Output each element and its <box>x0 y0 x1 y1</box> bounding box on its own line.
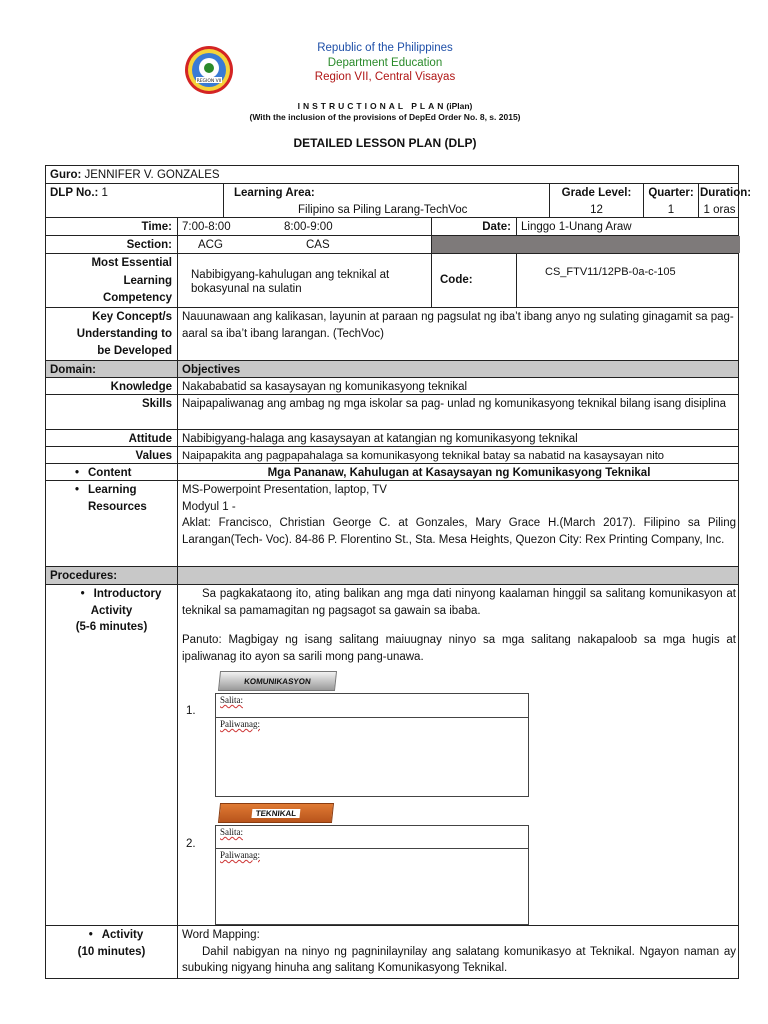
key-concept-label: Key Concept/s Understanding to be Developed <box>76 311 172 357</box>
grade-level-value: 12 <box>590 203 603 216</box>
content-row <box>45 463 739 480</box>
activity-text: Dahil nabigyan na ninyo ng pagninilaynilay ang salatang komunikasyo at Teknikal. Ngayon naman ay subuking nigyang hinuha ang salitang Komunikasyong Teknikal. <box>182 945 736 974</box>
knowledge-label: Knowledge <box>110 381 172 393</box>
key-concept-value: Nauunawaan ang kalikasan, layunin at paraan ng pagsulat ng iba’t ibang anyo ng sulating ginagamit sa pag-aaral sa iba’t ibang larangan. (TechVoc) <box>177 308 740 360</box>
iplan-text: (iPlan) <box>446 101 473 111</box>
objectives-label: Objectives <box>177 361 740 377</box>
duration-label: Duration: <box>700 187 752 199</box>
competency-row <box>45 253 739 307</box>
section-label: Section: <box>126 239 172 251</box>
activity-title: Word Mapping: <box>182 929 260 941</box>
competency-label: Most Essential Learning Competency <box>91 257 172 304</box>
duration-value: 1 oras <box>703 203 736 216</box>
letterhead <box>0 0 768 160</box>
code-value: CS_FTV11/12PB-0a-c-105 <box>516 254 740 307</box>
grade-level-label: Grade Level: <box>561 187 632 199</box>
section-1: ACG <box>198 239 223 251</box>
content-value: Mga Pananaw, Kahulugan at Kasaysayan ng Komunikasyong Teknikal <box>177 464 740 480</box>
attitude-value: Nabibigyang-halaga ang kasaysayan at katangian ng komunikasyong teknikal <box>177 430 740 446</box>
time-row <box>45 217 739 235</box>
resource-item: MS-Powerpoint Presentation, laptop, TV <box>182 484 387 496</box>
quarter-value: 1 <box>667 203 675 216</box>
panuto-text: Panuto: Magbigay ng isang salitang maiuugnay ninyo sa mga salitang nakapaloob sa mga hugis at ipaliwanag ito ayon sa sarili mong pang-unawa. <box>182 634 736 663</box>
resource-item: Aklat: Francisco, Christian George C. at Gonzales, Mary Grace H.(March 2017). Filipino sa Piling Larangan(Tech- Voc). 84-86 P. Florentino St., Sta. Mesa Heights, Quezon City: Rex Printing Company, Inc. <box>182 517 736 546</box>
bullet-icon: • <box>74 467 80 479</box>
time-slot-1: 7:00-8:00 <box>182 221 231 233</box>
procedures-label: Procedures: <box>50 570 118 582</box>
learning-area-label: Learning Area: <box>234 187 315 199</box>
time-label: Time: <box>141 221 172 233</box>
skills-value: Naipapaliwanag ang ambag ng mga iskolar sa pag- unlad ng komunikasyong teknikal bilang isang disiplina <box>177 395 740 429</box>
attitude-row <box>45 429 739 446</box>
skills-label: Skills <box>141 398 172 410</box>
dlp-number: 1 <box>101 187 108 199</box>
republic-text: Republic of the Philippines <box>317 42 453 54</box>
resources-label: • Learning Resources <box>46 481 177 566</box>
date-label: Date: <box>431 218 516 235</box>
learning-area-value: Filipino sa Piling Larang-TechVoc <box>298 203 468 216</box>
section-row <box>45 235 739 253</box>
key-concept-row <box>45 307 739 360</box>
activity-row <box>45 925 739 979</box>
resources-row <box>45 480 739 566</box>
intro-text: Sa pagkakataong ito, ating balikan ang mga dati ninyong kaalaman hinggil sa salitang komunikasyon at teknikal sa pamamagitan ng pagsagot sa gawain sa ibaba. <box>182 588 736 617</box>
introductory-label: • Introductory Activity (5-6 minutes) <box>46 585 177 925</box>
activity-label: • Activity (10 minutes) <box>77 929 146 958</box>
procedures-header-row <box>45 566 739 584</box>
region-text: Region VII, Central Visayas <box>314 71 456 83</box>
department-text: Department Education <box>327 56 443 69</box>
instructional-plan-text: INSTRUCTIONAL PLAN <box>297 101 447 111</box>
date-value: Linggo 1-Unang Araw <box>516 218 740 235</box>
knowledge-value: Nakababatid sa kasaysayan ng komunikasyong teknikal <box>177 378 740 394</box>
domain-header-row <box>45 360 739 377</box>
teacher-row: Guro: JENNIFER V. GONZALES <box>45 165 739 183</box>
introductory-activity-row <box>45 584 739 925</box>
knowledge-row <box>45 377 739 394</box>
svg-text:REGION VII: REGION VII <box>196 79 222 84</box>
inclusion-text: (With the inclusion of the provisions of DepEd Order No. 8, s. 2015) <box>249 112 521 122</box>
document-title: DETAILED LESSON PLAN (DLP) <box>293 136 477 150</box>
komunikasyon-tab: KOMUNIKASYON <box>218 671 337 691</box>
dlp-row: DLP No.: 1 Learning Area: Filipino sa Piling Larang-TechVoc Grade Level: 12 Quarter: 1 Duration: 1 oras <box>45 183 739 217</box>
teacher-name: JENNIFER V. GONZALES <box>84 169 220 181</box>
values-value: Naipapakita ang pagpapahalaga sa komunikasyong teknikal batay sa nabatid na kasaysayan nito <box>177 447 740 463</box>
bullet-icon: • <box>74 484 80 496</box>
code-label: Code: <box>431 254 516 307</box>
item-number: 2. <box>186 838 196 850</box>
competency-value: Nabibigyang-kahulugan ang teknikal at bokasyunal na sulatin <box>177 254 431 307</box>
answer-box-1[interactable]: Salita: Paliwanag: <box>215 693 529 797</box>
time-slot-2: 8:00-9:00 <box>284 221 333 233</box>
shaded-cell <box>431 236 740 253</box>
domain-label: Domain: <box>50 364 96 376</box>
bullet-icon: • <box>80 588 85 600</box>
values-label: Values <box>135 450 172 462</box>
resource-item: Modyul 1 - <box>182 500 236 513</box>
teknikal-tab: TEKNIKAL <box>218 803 334 823</box>
answer-box-2[interactable]: Salita: Paliwanag: <box>215 825 529 925</box>
content-label: • Content <box>46 464 177 480</box>
resources-value <box>177 481 740 566</box>
deped-seal-logo <box>181 44 237 96</box>
values-row <box>45 446 739 463</box>
activity-content <box>177 926 740 978</box>
section-2: CAS <box>306 239 330 251</box>
quarter-label: Quarter: <box>648 187 694 199</box>
item-number: 1. <box>186 705 196 717</box>
bullet-icon: • <box>88 929 93 941</box>
skills-row <box>45 394 739 429</box>
attitude-label: Attitude <box>128 433 172 445</box>
